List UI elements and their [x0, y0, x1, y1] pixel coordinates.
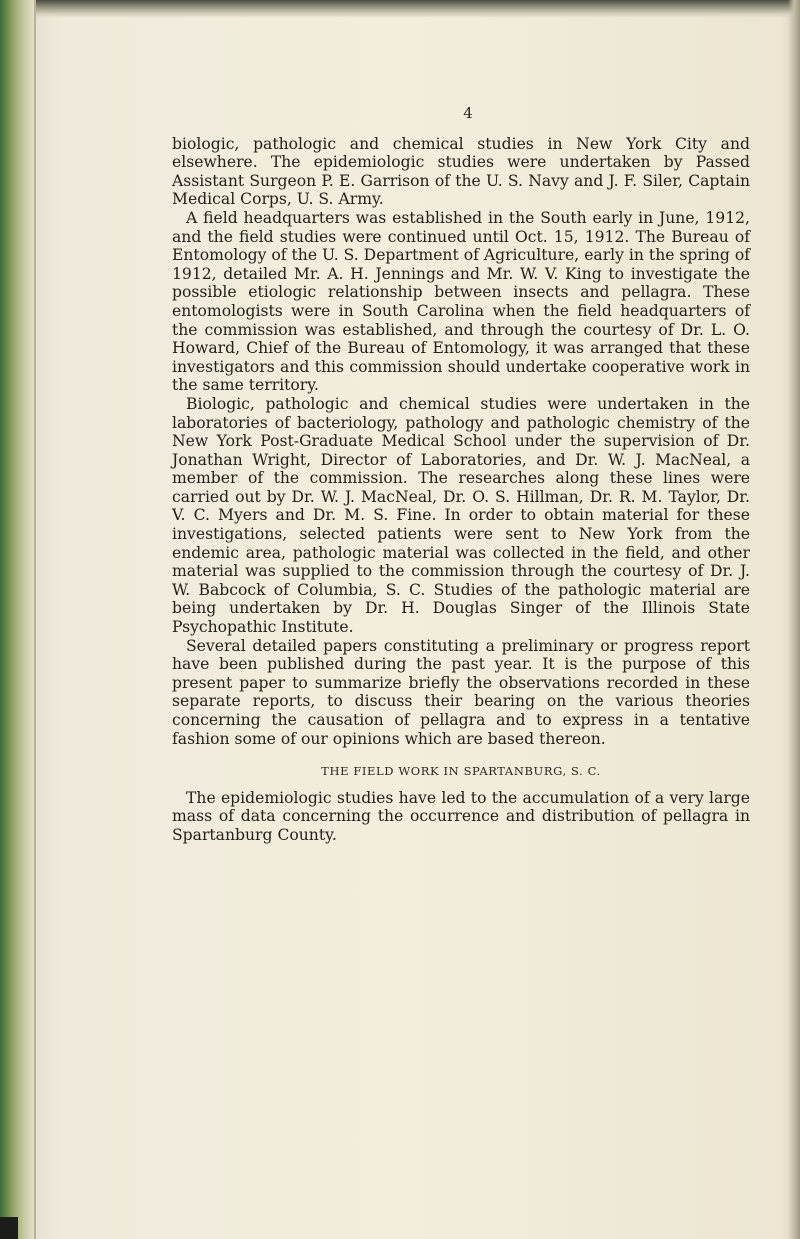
- section-heading: THE FIELD WORK IN SPARTANBURG, S. C.: [321, 764, 601, 779]
- page-text-block: [172, 104, 750, 845]
- binding-gutter-line: [34, 0, 36, 1239]
- paragraph-purpose: Several detailed papers constituting a preliminary or progress report have been published during the past year. It is the purpose of this present paper to summarize briefly the observations recorded in these separate reports, to discuss their bearing on the various theories concerning the causation of pellagra and to express in a tentative fashion some of our opinions which are based thereon.: [172, 636, 750, 748]
- paragraph-laboratory-studies: Biologic, pathologic and chemical studies were undertaken in the laboratories of bacteriology, pathology and pathologic chemistry of the New York Post-Graduate Medical School under the supervision of Dr. Jonathan Wright, Director of Laboratories, and Dr. W. J. MacNeal, a member of the commission. The researches along these lines were carried out by Dr. W. J. MacNeal, Dr. O. S. Hillman, Dr. R. M. Taylor, Dr. V. C. Myers and Dr. M. S. Fine. In order to obtain material for these investigations, selected patients were sent to New York from the endemic area, pathologic material was collected in the field, and other material was supplied to the commission through the courtesy of Dr. J. W. Babcock of Columbia, S. C. Studies of the pathologic material are being undertaken by Dr. H. Douglas Singer of the Illinois State Psychopathic Institute.: [172, 394, 750, 637]
- book-binding-edge: [0, 0, 34, 1239]
- paragraph-continuation: biologic, pathologic and chemical studies in New York City and elsewhere. The epidemiologic studies were undertaken by Passed Assistant Surgeon P. E. Garrison of the U. S. Navy and J. F. Siler, Captain Medical Corps, U. S. Army.: [172, 134, 750, 209]
- page-top-edge: [0, 0, 800, 18]
- page-right-edge: [788, 0, 800, 1239]
- paragraph-field-headquarters: A field headquarters was established in the South early in June, 1912, and the field studies were continued until Oct. 15, 1912. The Bureau of Entomology of the U. S. Department of Agriculture, early in the spring of 1912, detailed Mr. A. H. Jennings and Mr. W. V. King to investigate the possible etiologic relationship between insects and pellagra. These entomologists were in South Carolina when the field headquarters of the commission was established, and through the courtesy of Dr. L. O. Howard, Chief of the Bureau of Entomology, it was arranged that these investigators and this commission should undertake cooperative work in the same territory.: [172, 208, 750, 395]
- paragraph-epidemiologic-studies: The epidemiologic studies have led to the accumulation of a very large mass of data concerning the occurrence and distribution of pellagra in Spartanburg County.: [172, 788, 750, 844]
- corner-shadow: [0, 1217, 18, 1239]
- page-number: 4: [463, 104, 473, 122]
